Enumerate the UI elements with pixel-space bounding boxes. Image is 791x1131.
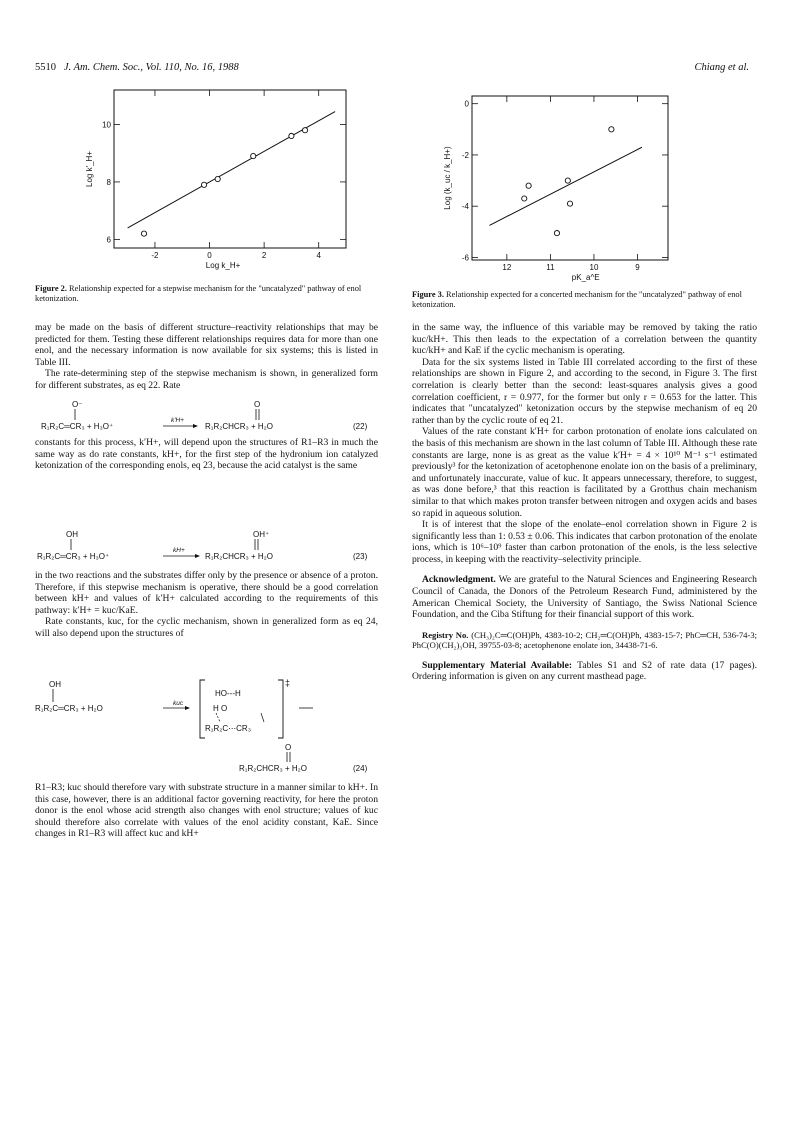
x-tick-label: -2 (151, 251, 159, 260)
eq24-number: (24) (353, 764, 368, 773)
data-point (201, 182, 206, 187)
figure-3 (432, 90, 682, 295)
x-tick-label: 9 (635, 263, 640, 272)
data-point (565, 178, 570, 183)
figure-2-caption-text: Relationship expected for a stepwise mechanism for the "uncatalyzed" pathway of enol ketonization. (35, 284, 362, 303)
eq24-ts-line2: H O (213, 704, 228, 713)
eq22-right-top: O (254, 400, 261, 409)
supplementary-text: Tables S1 and S2 of rate data (17 pages). Ordering information is given on any current masthead page. (412, 659, 758, 683)
data-point (609, 127, 614, 132)
data-point (251, 153, 256, 158)
equation-22 (35, 398, 378, 438)
data-point (302, 128, 307, 133)
figure-3-caption-text: Relationship expected for a concerted mechanism for the "uncatalyzed" pathway of enol ketonization. (412, 290, 742, 309)
eq22-right: R₁R₂CHCR₃ + H₂O (205, 422, 273, 431)
data-point (141, 231, 146, 236)
eq24-arrow-label: kuc (173, 700, 184, 707)
acknowledgment (412, 574, 757, 620)
plot-frame (114, 90, 346, 248)
running-header-left (35, 62, 239, 73)
x-tick-label: 2 (261, 251, 267, 260)
running-header-authors: Chiang et al. (694, 62, 749, 73)
figure-2-plot (70, 84, 360, 279)
eq22-number: (22) (353, 422, 368, 431)
y-axis-label: Log k'_H+ (85, 151, 94, 187)
figure-3-caption-label: Figure 3. (412, 290, 444, 299)
paragraph: in the same way, the influence of this variable may be removed by taking the ratio kuc/kH+. This then leads to the expectation of a correlation between the quantity kuc/kH+ and KaE if the cyclic mechanism is operating. (412, 322, 757, 357)
y-axis-label: Log (k_uc / k_H+) (443, 146, 452, 210)
left-column-mid (35, 437, 378, 472)
registry (412, 630, 757, 651)
eq22-arrow-label: k'H+ (171, 417, 184, 424)
paragraph: The rate-determining step of the stepwise mechanism is shown, in generalized form for different substrates, as eq 22. Rate (35, 368, 378, 391)
right-column (412, 322, 757, 683)
y-tick-label: 6 (106, 235, 111, 245)
paragraph: It is of interest that the slope of the enolate–enol correlation shown in Figure 2 is significantly less than 1: 0.53 ± 0.06. This indicates that carbon protonation of the enolate ions, which is 10⁶–10⁹ faster than carbon protonation of the enols, is the less selective process, in keeping with the reactivity–selectivity principle. (412, 519, 757, 565)
journal-citation: J. Am. Chem. Soc., Vol. 110, No. 16, 1988 (63, 62, 239, 73)
acknowledgment-heading: Acknowledgment. (422, 574, 496, 586)
y-tick-label: -4 (461, 202, 469, 212)
registry-heading: Registry No. (422, 629, 469, 640)
eq23-right: R₁R₂CHCR₃ + H₂O (205, 552, 273, 561)
eq24-ts-line1: HO---H (215, 689, 241, 698)
paragraph: in the two reactions and the substrates differ only by the presence or absence of a proton. Therefore, if this stepwise mechanism is operative, there should be a good correlation between kH+ and values of k′H+ calculated according to the requirements of this pathway: k′H+ = kuc/KaE. (35, 570, 378, 616)
plot-frame (472, 96, 668, 260)
left-column-lower (35, 570, 378, 640)
equation-23 (35, 528, 378, 568)
y-tick-label: -6 (461, 253, 469, 263)
figure-2-caption-label: Figure 2. (35, 284, 67, 293)
equation-24 (35, 676, 378, 776)
eq24-left-top: OH (49, 680, 61, 689)
supplementary (412, 660, 757, 683)
y-tick-label: 8 (106, 177, 111, 187)
supplementary-heading: Supplementary Material Available: (422, 659, 573, 671)
data-point (522, 196, 527, 201)
fit-line (489, 147, 641, 225)
data-point (215, 176, 220, 181)
left-column-bottom (35, 782, 378, 840)
paragraph: Values of the rate constant k′H+ for carbon protonation of enolate ions calculated on the basis of this mechanism are shown in the last column of Table III. Although these rate constants are large, none is as great as the value k′H+ = 4 × 10¹⁰ M⁻¹ s⁻¹ estimated previously³ for the ketonization of acetophenone enolate ion on the basis of a preliminary, and unfortunately inaccurate, value of kuc. It appears unnecessary, therefore, to suggest, as was done before,³ that this reaction is facilitated by a Grotthus chain mechanism similar to that which makes proton transfer between nitrogen and oxygen acids and bases so rapid in aqueous solution. (412, 426, 757, 519)
data-point (289, 133, 294, 138)
y-tick-label: 10 (102, 120, 111, 130)
x-tick-label: 10 (589, 263, 599, 272)
x-tick-label: 0 (207, 251, 212, 260)
eq23-arrow-label: kH+ (173, 547, 185, 554)
eq23-number: (23) (353, 552, 368, 561)
x-tick-label: 11 (546, 263, 555, 272)
eq24-product: R₁R₂CHCR₃ + H₂O (239, 764, 307, 773)
x-tick-label: 4 (316, 251, 321, 260)
eq22-left: R₁R₂C═CR₃ + H₃O⁺ (41, 422, 114, 431)
paragraph: Data for the six systems listed in Table III correlated according to the first of these relationships are shown in Figure 2, and according to the second, in Figure 3. The first correlation is clearly better than the second: least-squares analysis gives a good correlation coefficient, r = 0.977, for the former but only r = 0.653 for the latter. This indicates that "uncatalyzed" ketonization occurs by the stepwise mechanism of eq 20 rather than by the cyclic route of eq 21. (412, 356, 757, 426)
eq24-left: R₁R₂C═CR₃ + H₂O (35, 704, 103, 713)
figure-3-caption (412, 290, 755, 310)
data-point (554, 230, 559, 235)
paragraph: Rate constants, kuc, for the cyclic mechanism, shown in generalized form as eq 24, will also depend upon the structures of (35, 616, 378, 639)
eq23-right-top: OH⁺ (253, 530, 270, 539)
left-column-top (35, 322, 378, 392)
x-axis-label: pK_a^E (571, 273, 600, 282)
paragraph: R1–R3; kuc should therefore vary with substrate structure in a manner similar to kH+. In this case, however, there is an additional factor governing reactivity, for here the proton donor is the enol whose acid strength also changes with enol structure; values of kuc should therefore also correlate with values of the enol acidity constant, KaE. Since changes in R1–R3 will affect kuc and kH+ (35, 782, 378, 840)
figure-3-plot (432, 90, 682, 290)
eq23-left-top: OH (66, 530, 78, 539)
paragraph: constants for this process, k′H+, will depend upon the structures of R1–R3 in much the same way as do rate constants, kH+, for the first step of the hydronium ion catalyzed ketonization of the corresponding enols, eq 23, because the acid catalyst is the same (35, 437, 378, 472)
x-tick-label: 12 (502, 263, 512, 272)
figure-2 (70, 84, 360, 284)
data-point (526, 183, 531, 188)
paragraph: may be made on the basis of different structure–reactivity relationships that may be predicted for them. Testing these different relationships requires data for more than one enol, and the necessary information is now available for six systems; this is listed in Table III. (35, 322, 378, 368)
page-number: 5510 (35, 62, 56, 73)
x-axis-label: Log k_H+ (205, 261, 241, 270)
y-tick-label: 0 (464, 99, 469, 109)
eq24-ts-line3: R₁R₂C⋯CR₃ (205, 724, 251, 733)
eq24-product-top: O (285, 743, 292, 752)
y-tick-label: -2 (461, 150, 469, 160)
eq24-dagger: ‡ (285, 678, 291, 688)
data-point (567, 201, 572, 206)
acknowledgment-text: We are grateful to the Natural Sciences and Engineering Research Council of Canada, the Donors of the Petroleum Research Fund, administered by the American Chemical Society, the University of Santiago, the Swiss National Science Foundation, and the Ciba Stiftung for their financial support of this work. (412, 574, 757, 621)
eq22-left-top: O⁻ (72, 400, 83, 409)
eq23-left: R₁R₂C═CR₃ + H₃O⁺ (37, 552, 110, 561)
figure-2-caption (35, 284, 378, 304)
registry-text: (CH₃)₂C═C(OH)Ph, 4383-10-2; CH₂═C(OH)Ph, 4383-15-7; PhC═CH, 536-74-3; PhC(O)(CH₂)₃OH, 39755-03-8; acetophenone enolate ion, 34438-71-6. (412, 629, 758, 651)
